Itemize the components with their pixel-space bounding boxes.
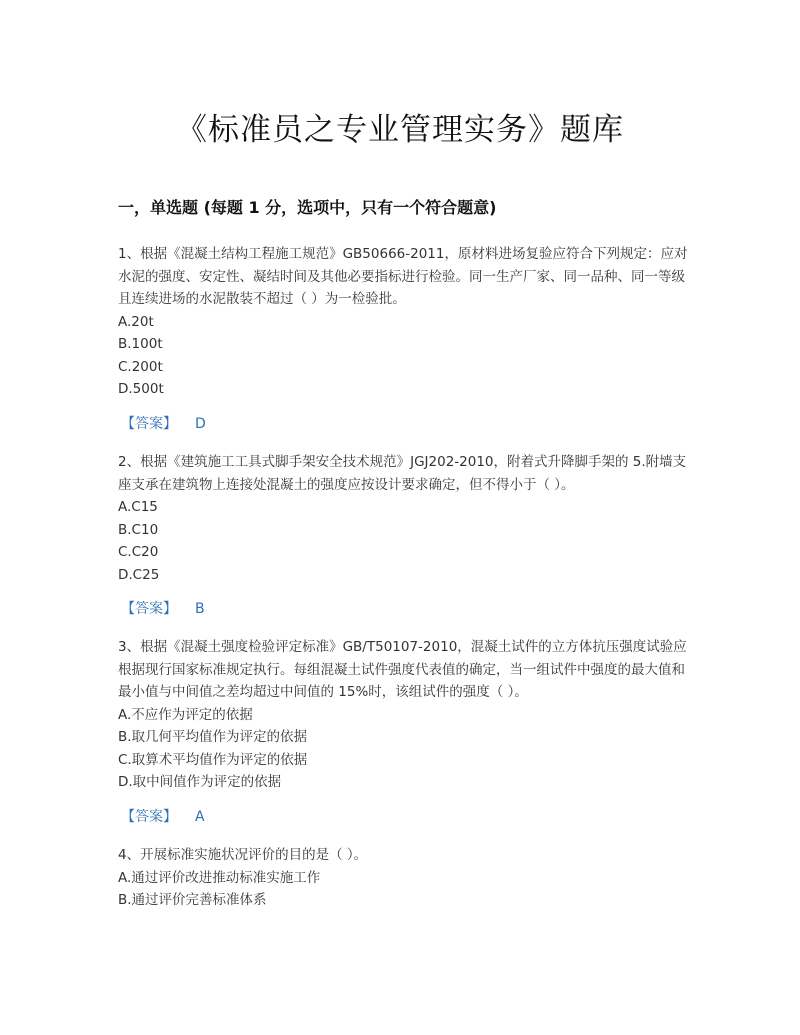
question-3-text: 3、根据《混凝土强度检验评定标准》GB/T50107-2010，混凝土试件的立方体抗压强度试验应根据现行国家标准规定执行。每组混凝土试件强度代表值的确定，当一组试件中强度的最大值和最小值与中间值之差均超过中间值的 15%时，该组试件的强度（ ）。 (118, 639, 687, 700)
question-2-text: 2、根据《建筑施工工具式脚手架安全技术规范》JGJ202-2010，附着式升降脚手架的 5.附墙支座支承在建筑物上连接处混凝土的强度应按设计要求确定，但不得小于（ ）。 (118, 454, 687, 493)
question-2-option-b: B.C10 (118, 521, 159, 538)
question-2-option-c: C.C20 (118, 544, 159, 560)
question-4-option-a: A.通过评价改进推动标准实施工作 (118, 869, 321, 886)
question-1-text: 1、根据《混凝土结构工程施工规范》GB50666-2011，原材料进场复验应符合下列规定：应对水泥的强度、安定性、凝结时间及其他必要指标进行检验。同一生产厂家、同一品种、同一等级且连续进场的水泥散装不超过（ ）为一检验批。 (118, 246, 688, 307)
document-title: 《标准员之专业管理实务》题库 (176, 112, 624, 148)
question-4-option-b: B.通过评价完善标准体系 (118, 892, 267, 908)
question-1-option-c: C.200t (118, 358, 163, 375)
question-1-option-d: D.500t (118, 381, 164, 397)
question-3 (118, 636, 688, 794)
question-3-option-d: D.取中间值作为评定的依据 (118, 774, 282, 790)
question-2-option-a: A.C15 (118, 499, 158, 515)
question-1-answer (121, 413, 206, 435)
question-1 (118, 243, 688, 401)
question-4-text: 4、开展标准实施状况评价的目的是（ ）。 (118, 847, 368, 863)
answer-label: 【答案】 (121, 416, 177, 432)
question-3-option-c: C.取算术平均值作为评定的依据 (118, 751, 308, 768)
question-2-option-d: D.C25 (118, 566, 160, 583)
question-1-option-a: A.20t (118, 313, 154, 330)
question-1-option-b: B.100t (118, 336, 163, 352)
answer-value: B (195, 601, 205, 617)
question-3-answer (121, 806, 205, 828)
question-4 (118, 844, 688, 912)
answer-value: D (195, 416, 206, 432)
answer-label: 【答案】 (121, 601, 177, 617)
question-3-option-b: B.取几何平均值作为评定的依据 (118, 729, 308, 745)
answer-label: 【答案】 (121, 809, 177, 825)
question-2-answer (121, 598, 205, 620)
section-heading: 一，单选题 (每题 1 分，选项中，只有一个符合题意) (118, 198, 497, 217)
question-3-option-a: A.不应作为评定的依据 (118, 706, 253, 723)
answer-value: A (195, 809, 205, 825)
question-2 (118, 451, 688, 586)
